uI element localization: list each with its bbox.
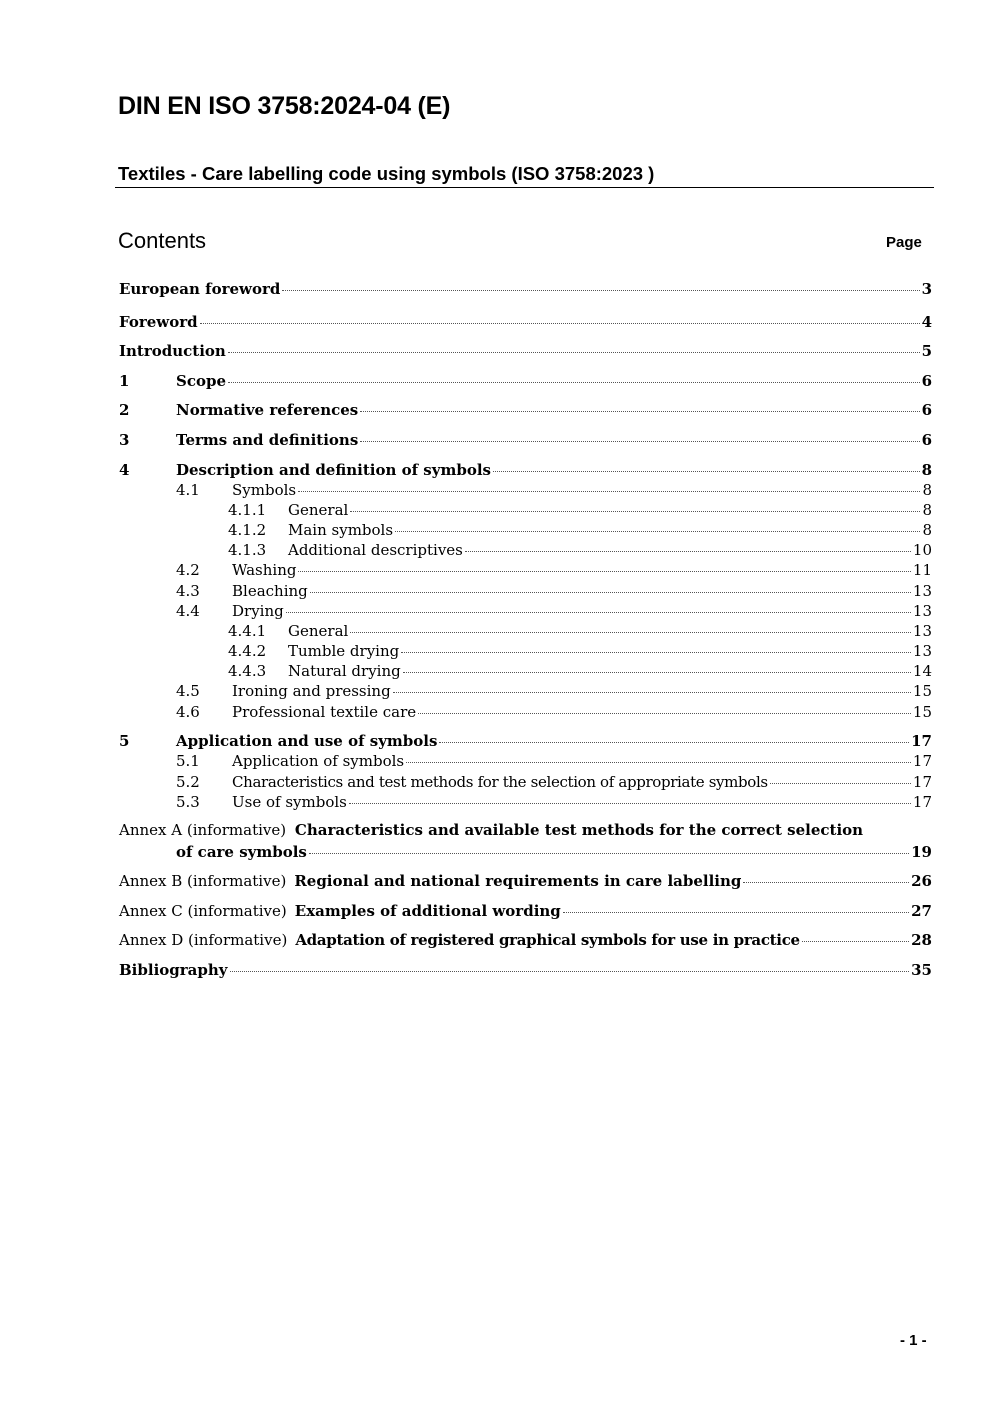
toc-entry-title: General [288, 501, 349, 519]
annex-prefix: Annex A (informative) [119, 821, 287, 839]
toc-entry-number: 5.1 [176, 752, 200, 770]
toc-entry-number: 4.1.1 [228, 501, 267, 519]
dot-leader [493, 471, 920, 472]
toc-entry-4-4[interactable] [176, 601, 932, 621]
toc-entry-description-of-symbols[interactable] [119, 460, 932, 480]
dot-leader [228, 382, 920, 383]
dot-leader [563, 912, 909, 913]
toc-entry-page: 13 [912, 602, 932, 620]
toc-entry-title: Bibliography [119, 961, 228, 979]
toc-entry-title: Professional textile care [232, 703, 417, 721]
annex-prefix: Annex D (informative) [119, 931, 288, 949]
toc-entry-annex-d[interactable] [119, 930, 932, 950]
toc-entry-annex-b[interactable] [119, 871, 932, 891]
dot-leader [350, 511, 920, 512]
contents-heading: Contents [118, 228, 207, 253]
toc-entry-4-4-3[interactable] [228, 661, 932, 681]
toc-entry-page: 3 [921, 280, 932, 298]
dot-leader [802, 941, 909, 942]
toc-entry-number: 4.3 [176, 582, 200, 600]
toc-entry-bibliography[interactable] [119, 960, 932, 980]
toc-entry-page: 17 [911, 732, 932, 750]
toc-entry-normative-references[interactable] [119, 400, 932, 420]
toc-entry-title: Bleaching [232, 582, 308, 600]
dot-leader [349, 803, 911, 804]
toc-entry-number: 4.4.3 [228, 662, 267, 680]
toc-entry-annex-a[interactable] [119, 820, 863, 840]
dot-leader [406, 762, 911, 763]
toc-entry-page: 13 [912, 642, 932, 660]
dot-leader [393, 692, 911, 693]
annex-prefix: Annex B (informative) [119, 872, 287, 890]
annex-title: Characteristics and available test methods for the correct selection [294, 821, 864, 839]
toc-entry-introduction[interactable] [119, 341, 932, 361]
toc-entry-4-1-3[interactable] [228, 540, 932, 560]
toc-entry-title: Normative references [176, 401, 359, 419]
toc-entry-number: 5.2 [176, 773, 200, 791]
dot-leader [228, 352, 920, 353]
toc-entry-4-1-2[interactable] [228, 520, 932, 540]
toc-entry-page: 26 [911, 872, 932, 890]
annex-title: Adaptation of registered graphical symbols for use in practice [295, 931, 800, 949]
toc-entry-title: Characteristics and test methods for the selection of appropriate symbols [232, 773, 768, 791]
toc-entry-page: 15 [912, 682, 932, 700]
dot-leader [743, 882, 909, 883]
toc-entry-page: 4 [921, 313, 932, 331]
toc-entry-number: 2 [119, 401, 130, 419]
toc-entry-title: Ironing and pressing [232, 682, 391, 700]
toc-entry-number: 4 [119, 461, 130, 479]
toc-entry-number: 3 [119, 431, 130, 449]
toc-entry-terms-and-definitions[interactable] [119, 430, 932, 450]
document-subtitle: Textiles - Care labelling code using symbols (ISO 3758:2023 ) [118, 163, 655, 184]
dot-leader [418, 713, 911, 714]
toc-entry-number: 4.1.2 [228, 521, 267, 539]
toc-entry-annex-c[interactable] [119, 901, 932, 921]
toc-entry-page: 8 [922, 521, 932, 539]
toc-entry-5-3[interactable] [176, 792, 932, 812]
dot-leader [360, 411, 919, 412]
toc-entry-4-5[interactable] [176, 681, 932, 701]
dot-leader [230, 971, 910, 972]
toc-entry-4-2[interactable] [176, 560, 932, 580]
toc-entry-number: 1 [119, 372, 130, 390]
dot-leader [200, 323, 920, 324]
annex-title: Examples of additional wording [294, 902, 561, 920]
toc-entry-page: 17 [912, 773, 932, 791]
toc-entry-page: 11 [912, 561, 932, 579]
toc-entry-title: General [288, 622, 349, 640]
toc-entry-4-6[interactable] [176, 702, 932, 722]
toc-entry-4-1-1[interactable] [228, 500, 932, 520]
toc-entry-page: 19 [911, 843, 932, 861]
toc-entry-title: Application of symbols [232, 752, 405, 770]
dot-leader [395, 531, 920, 532]
toc-entry-page: 10 [912, 541, 932, 559]
toc-entry-scope[interactable] [119, 371, 932, 391]
toc-entry-title: Terms and definitions [176, 431, 359, 449]
toc-entry-title: Scope [176, 372, 227, 390]
dot-leader [310, 592, 911, 593]
document-title: DIN EN ISO 3758:2024-04 (E) [118, 92, 451, 120]
annex-title: Regional and national requirements in care labelling [294, 872, 742, 890]
toc-entry-page: 27 [911, 902, 932, 920]
toc-entry-page: 17 [912, 752, 932, 770]
toc-entry-number: 4.2 [176, 561, 200, 579]
page-column-heading: Page [886, 234, 922, 251]
toc-entry-page: 6 [921, 401, 932, 419]
dot-leader [282, 290, 919, 291]
toc-entry-title: Foreword [119, 313, 198, 331]
toc-entry-title: Symbols [232, 481, 297, 499]
dot-leader [350, 632, 911, 633]
dot-leader [298, 571, 910, 572]
toc-entry-foreword[interactable] [119, 312, 932, 332]
toc-entry-page: 14 [912, 662, 932, 680]
dot-leader [465, 551, 911, 552]
toc-entry-number: 4.4.2 [228, 642, 267, 660]
toc-entry-number: 5.3 [176, 793, 200, 811]
toc-entry-page: 13 [912, 582, 932, 600]
dot-leader [286, 612, 911, 613]
toc-entry-page: 15 [912, 703, 932, 721]
footer-page-number: - 1 - [900, 1332, 927, 1349]
toc-entry-number: 4.6 [176, 703, 200, 721]
toc-entry-4-3[interactable] [176, 581, 932, 601]
toc-entry-title: European foreword [119, 280, 281, 298]
annex-title-continued: of care symbols [176, 843, 307, 861]
toc-entry-page: 8 [922, 481, 932, 499]
toc-entry-page: 28 [911, 931, 932, 949]
dot-leader [309, 853, 909, 854]
toc-entry-title: Application and use of symbols [176, 732, 438, 750]
toc-entry-number: 4.1 [176, 481, 200, 499]
toc-entry-4-4-2[interactable] [228, 641, 932, 661]
toc-entry-number: 4.4.1 [228, 622, 267, 640]
toc-entry-title: Description and definition of symbols [176, 461, 491, 479]
toc-entry-page: 17 [912, 793, 932, 811]
toc-entry-page: 35 [911, 961, 932, 979]
dot-leader [770, 783, 911, 784]
toc-entry-page: 8 [922, 501, 932, 519]
dot-leader [298, 491, 920, 492]
toc-entry-number: 5 [119, 732, 130, 750]
toc-entry-title: Tumble drying [288, 642, 400, 660]
toc-entry-title: Natural drying [288, 662, 401, 680]
toc-entry-application-and-use[interactable] [119, 731, 932, 751]
toc-entry-number: 4.4 [176, 602, 200, 620]
toc-entry-title: Introduction [119, 342, 226, 360]
toc-entry-page: 6 [921, 431, 932, 449]
toc-entry-5-1[interactable] [176, 751, 932, 771]
annex-prefix: Annex C (informative) [119, 902, 287, 920]
toc-entry-number: 4.1.3 [228, 541, 267, 559]
toc-entry-4-4-1[interactable] [228, 621, 932, 641]
toc-entry-european-foreword[interactable] [119, 279, 932, 299]
toc-entry-title: Use of symbols [232, 793, 347, 811]
dot-leader [439, 742, 909, 743]
toc-entry-title: Washing [232, 561, 297, 579]
dot-leader [401, 652, 911, 653]
toc-entry-page: 8 [921, 461, 932, 479]
toc-entry-number: 4.5 [176, 682, 200, 700]
toc-entry-title: Drying [232, 602, 284, 620]
dot-leader [360, 441, 919, 442]
toc-entry-page: 5 [921, 342, 932, 360]
toc-entry-title: Additional descriptives [288, 541, 463, 559]
toc-entry-page: 6 [921, 372, 932, 390]
toc-entry-4-1[interactable] [176, 480, 932, 500]
toc-entry-5-2[interactable] [176, 772, 932, 792]
toc-entry-annex-a-continued[interactable] [176, 842, 932, 862]
dot-leader [403, 672, 911, 673]
toc-entry-page: 13 [912, 622, 932, 640]
toc-entry-title: Main symbols [288, 521, 394, 539]
